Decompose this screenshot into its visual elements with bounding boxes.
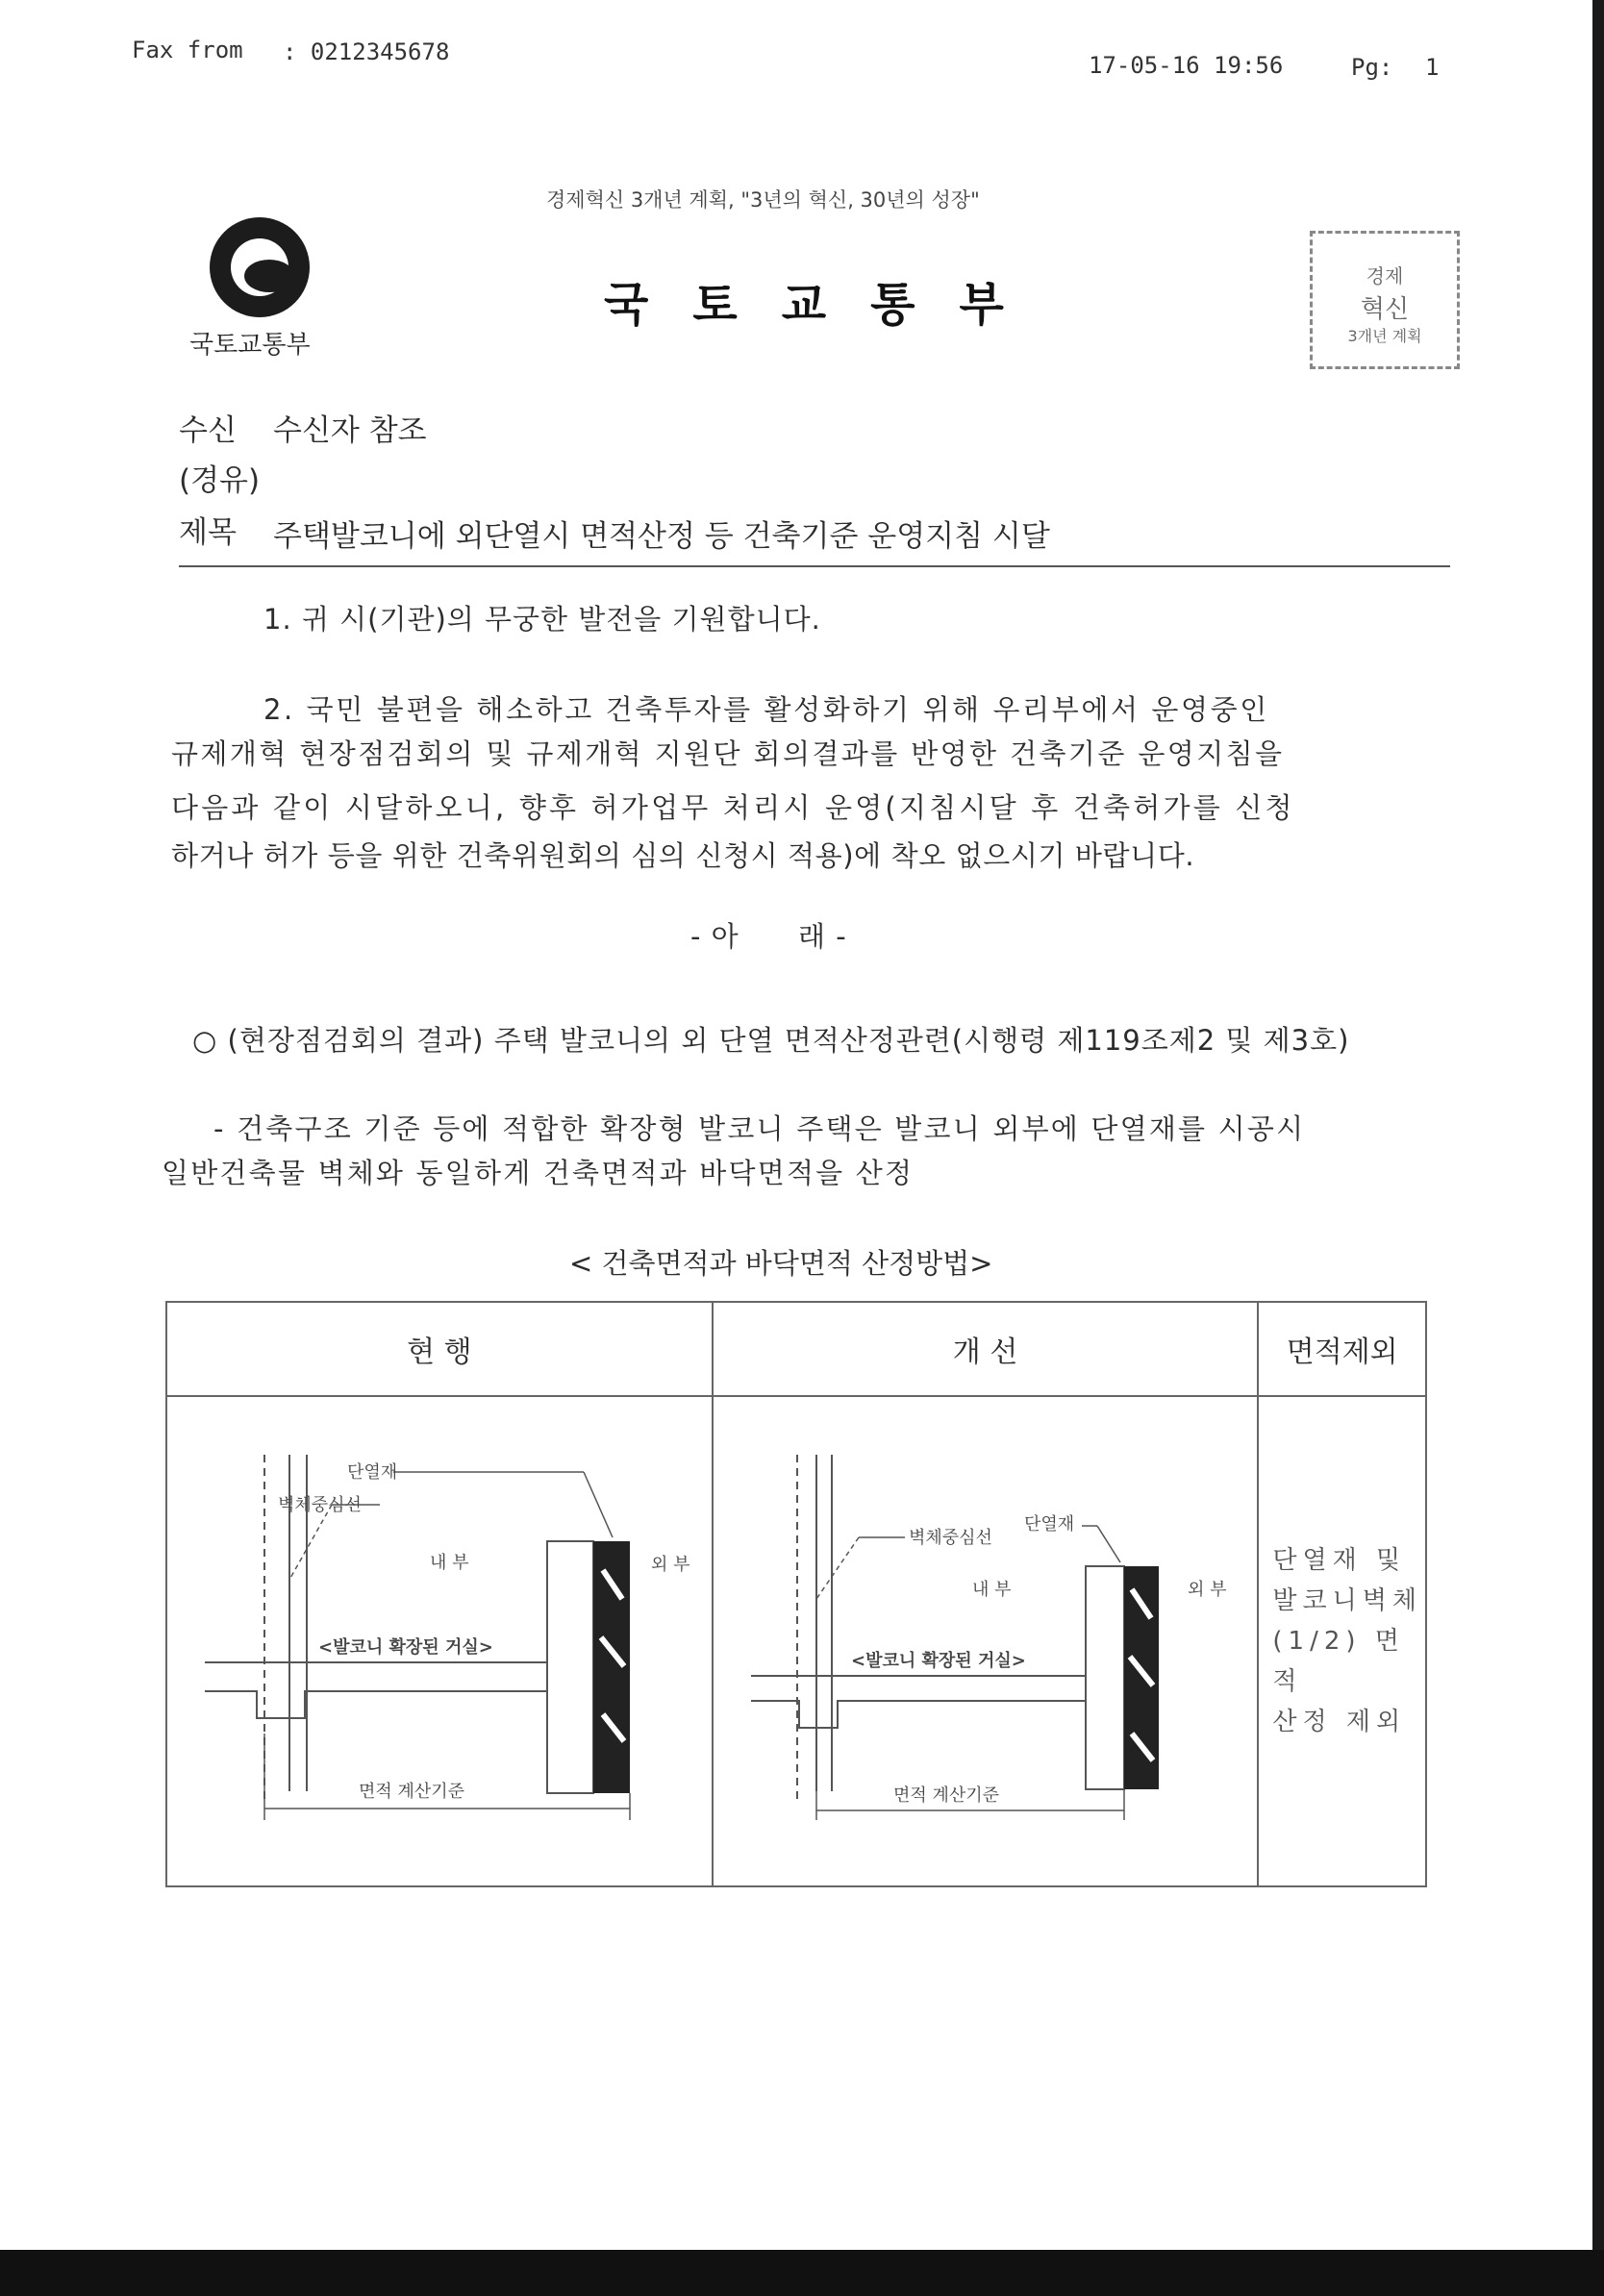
paragraph-1: 1. 귀 시(기관)의 무궁한 발전을 기원합니다. — [263, 603, 821, 636]
column-header-improved: 개 선 — [713, 1302, 1259, 1396]
current-label-inside: 내 부 — [429, 1553, 469, 1573]
recipient-value: 수신자 참조 — [273, 413, 427, 448]
reform-stamp — [1310, 231, 1460, 369]
item-1-detail-line-1: - 건축구조 기준 등에 적합한 확장형 발코니 주택은 발코니 외부에 단열재를 시공시 — [213, 1112, 1306, 1145]
fax-from-label: Fax from — [132, 37, 243, 63]
current-diagram-cell — [166, 1396, 713, 1886]
scan-edge-bottom — [0, 2250, 1604, 2296]
current-label-outside: 외 부 — [650, 1555, 690, 1575]
improved-label-outside: 외 부 — [1187, 1580, 1227, 1600]
subject-value: 주택발코니에 외단열시 면적산정 등 건축기준 운영지침 시달 — [273, 519, 1050, 554]
excluded-note-line-4: 산정 제외 — [1272, 1708, 1407, 1736]
stamp-line-2: 혁신 — [1360, 295, 1410, 324]
paragraph-2-line-2: 규제개혁 현장점검회의 및 규제개혁 지원단 회의결과를 반영한 건축기준 운영지침을 — [171, 737, 1285, 770]
subject-label: 제목 — [179, 515, 237, 550]
logo-swirl-dark-icon — [244, 260, 294, 292]
improved-label-insulation: 단열재 — [1023, 1514, 1074, 1535]
excluded-note-line-2: 발코니벽체 — [1272, 1586, 1422, 1615]
excluded-note-line-1: 단열재 및 — [1272, 1546, 1407, 1575]
improved-label-inside: 내 부 — [971, 1580, 1012, 1600]
item-1-detail-line-2: 일반건축물 벽체와 동일하게 건축면적과 바닥면적을 산정 — [162, 1157, 915, 1189]
improved-method-diagram — [716, 1397, 1255, 1878]
current-label-room: <발코니 확장된 거실> — [317, 1637, 493, 1658]
scan-edge-right — [1592, 0, 1604, 2250]
column-header-excluded: 면적제외 — [1258, 1302, 1426, 1396]
paragraph-2-line-1: 2. 국민 불편을 해소하고 건축투자를 활성화하기 위해 우리부에서 운영중인 — [263, 693, 1269, 726]
improved-label-room: <발코니 확장된 거실> — [850, 1651, 1026, 1671]
fax-from-number: : 0212345678 — [283, 38, 450, 65]
area-calculation-table — [165, 1301, 1427, 1887]
current-label-insulation: 단열재 — [346, 1462, 398, 1483]
item-1: ○ (현장점검회의 결과) 주택 발코니의 외 단열 면적산정관련(시행령 제119조제2 및 제3호) — [192, 1024, 1350, 1057]
stamp-line-1: 경제 — [1366, 264, 1404, 287]
fax-page-label: Pg: — [1351, 54, 1393, 81]
improved-label-area-basis: 면적 계산기준 — [892, 1785, 999, 1806]
ministry-title: 국토교통부 — [604, 278, 1048, 332]
below-marker: - 아 래 - — [690, 920, 847, 953]
excluded-note — [1259, 1540, 1425, 1742]
paragraph-2-line-4: 하거나 허가 등을 위한 건축위원회의 심의 신청시 적용)에 착오 없으시기 바랍니다. — [171, 839, 1195, 872]
current-method-diagram — [170, 1397, 709, 1878]
slogan: 경제혁신 3개년 계획, "3년의 혁신, 30년의 성장" — [546, 188, 980, 212]
paragraph-2-line-3: 다음과 같이 시달하오니, 향후 허가업무 처리시 운영(지침시달 후 건축허가를 신청 — [171, 791, 1295, 824]
ministry-logo — [210, 217, 310, 317]
column-header-current: 현 행 — [166, 1302, 713, 1396]
current-label-area-basis: 면적 계산기준 — [358, 1782, 464, 1802]
table-caption: < 건축면적과 바닥면적 산정방법> — [569, 1247, 993, 1280]
improved-label-wall-centerline: 벽체중심선 — [908, 1528, 992, 1548]
fax-page-number: 1 — [1425, 54, 1440, 81]
recipient-label: 수신 — [179, 413, 237, 448]
via-line: (경유) — [179, 463, 261, 498]
current-label-wall-centerline: 벽체중심선 — [277, 1495, 362, 1515]
logo-text: 국토교통부 — [189, 331, 311, 360]
excluded-note-cell — [1258, 1396, 1426, 1886]
excluded-note-line-3: (1/2) 면적 — [1272, 1627, 1405, 1696]
header-divider — [179, 565, 1450, 567]
fax-datetime: 17-05-16 19:56 — [1089, 52, 1284, 79]
improved-diagram-cell — [713, 1396, 1259, 1886]
stamp-line-3: 3개년 계획 — [1347, 327, 1422, 345]
